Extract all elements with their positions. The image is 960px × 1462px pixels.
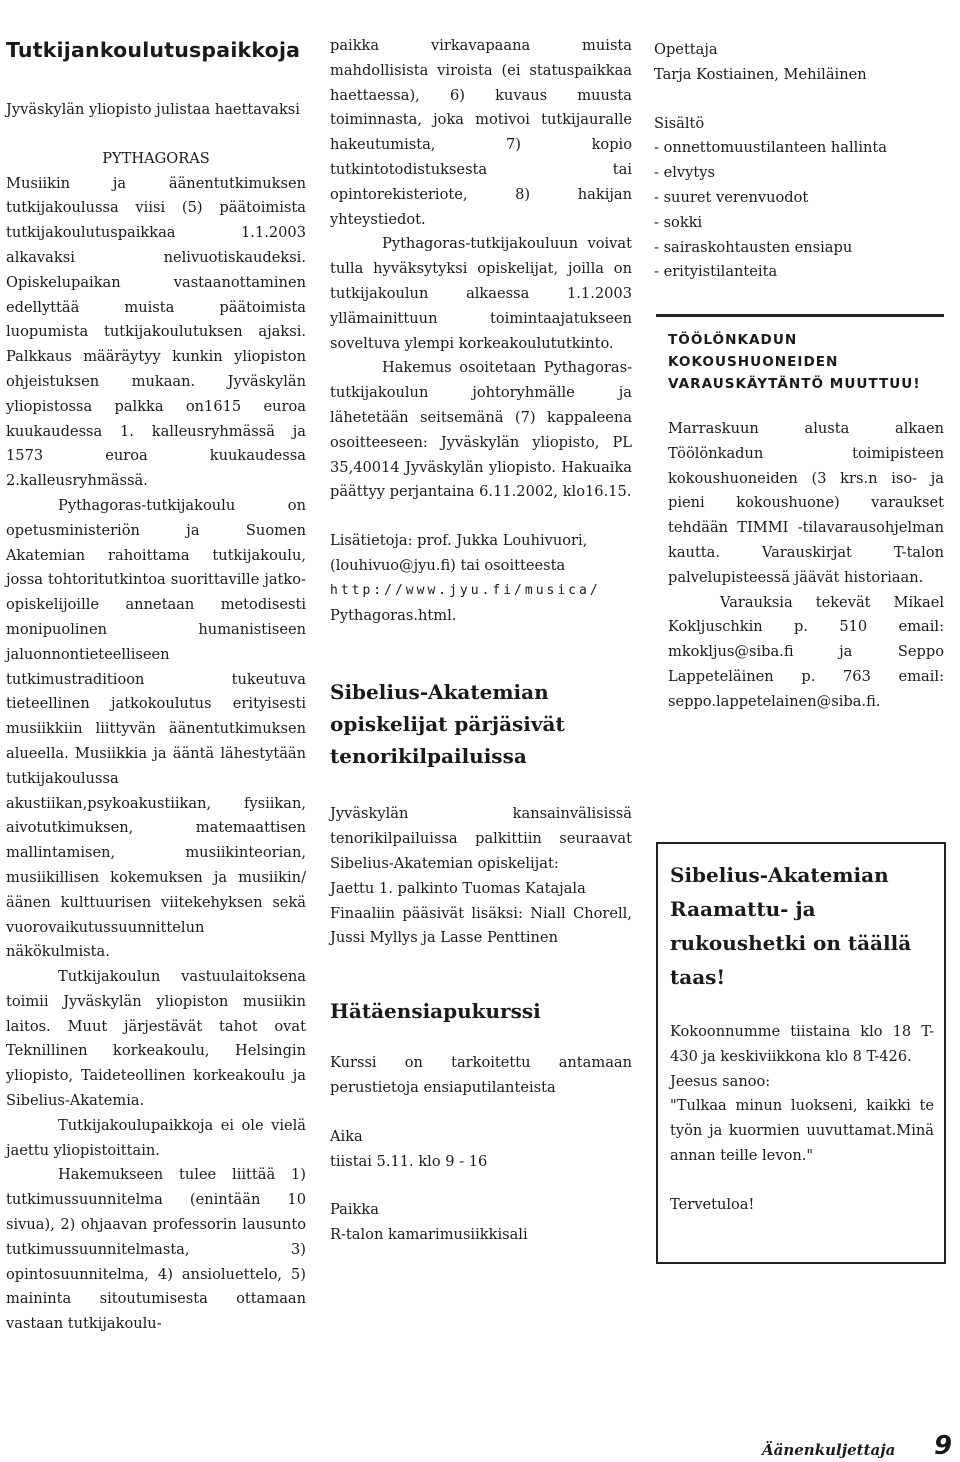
article-title-tutkijankoulutus: Tutkijankoulutuspaikkoja — [6, 38, 301, 62]
paragraph: Hakemus osoitetaan Pythagoras-tutkijakoulun johtoryhmälle ja lähetetään seitsemänä (7) kappaleena osoitteeseen: Jyväskylän yliopisto, PL 35,40014 Jyväskylän yliopisto. Hakuaika päättyy perjantaina 6.11.2002, klo16.15. — [330, 359, 632, 501]
time-value: tiistai 5.11. klo 9 - 16 — [330, 1152, 488, 1170]
paragraph: Musiikin ja äänentutkimuksen tutkijakoulussa viisi (5) päätoimista tutkijakoulutuspaikkaa 1.1.2003 alkavaksi nelivuotiskaudeksi. Opiskelupaikan vastaanottaminen edellyttää muista päätoimista luopumista tutkijakoulutuksen ajaksi. Palkkaus määräytyy kunkin yliopiston ohjeistuksen mukaan. Jyväskylän yliopistossa palkka on1615 euroa kuukaudessa 1. kalleusryhmässä ja 1573 euroa kuukaudessa 2.kalleusryhmässä. — [6, 174, 306, 490]
paragraph: Jeesus sanoo: — [670, 1072, 771, 1090]
list-item: - sairaskohtausten ensiapu — [654, 238, 853, 256]
list-item: - erityistilanteita — [654, 263, 778, 281]
quote: "Tulkaa minun luokseni, kaikki te työn ja kuormien uuvuttamat.Minä annan teille levon." — [670, 1097, 934, 1164]
teacher-value: Tarja Kostiainen, Mehiläinen — [654, 65, 867, 83]
paragraph: Finaaliin pääsivät lisäksi: Niall Chorell, Jussi Myllys ja Lasse Penttinen — [330, 904, 632, 947]
paragraph: Tutkijakoulupaikkoja ei ole vielä jaettu yliopistoittain. — [6, 1116, 306, 1159]
list-item: - sokki — [654, 213, 703, 231]
list-item: - suuret verenvuodot — [654, 188, 809, 206]
list-item: - onnettomuustilanteen hallinta — [654, 139, 887, 157]
intro-text: Jyväskylän yliopisto julistaa haettavaksi — [6, 101, 300, 118]
paragraph: Pythagoras-tutkijakouluun voivat tulla hyväksytyksi opiskelijat, joilla on tutkijakoulun alkaessa 1.1.2003 yllämainittuun toimintaajatukseen soveltuva ylempi korkeakoulututkinto. — [330, 235, 632, 352]
paragraph: Varauksia tekevät Mikael Kokljuschkin p. 510 email: mkokljus@siba.fi ja Seppo Lappeteläinen p. 763 email: seppo.lappetelainen@siba.fi. — [668, 593, 944, 710]
info-url[interactable]: http://www.jyu.fi/musica/ — [330, 582, 601, 598]
info-url-2[interactable]: Pythagoras.html. — [330, 606, 457, 624]
list-item: - elvytys — [654, 164, 715, 182]
notice-title: TÖÖLÖNKADUN KOKOUSHUONEIDEN VARAUSKÄYTÄNTÖ MUUTTUU! — [668, 332, 921, 392]
article-title-tenori: Sibelius-Akatemian opiskelijat pärjäsivät tenorikilpailuissa — [330, 680, 565, 769]
place-value: R-talon kamarimusiikkisali — [330, 1226, 528, 1244]
paragraph: Jaettu 1. palkinto Tuomas Katajala — [330, 879, 586, 897]
content-label: Sisältö — [654, 114, 705, 132]
teacher-label: Opettaja — [654, 41, 718, 58]
column-1 — [6, 0, 306, 1337]
info-text: Lisätietoja: prof. Jukka Louhivuori, (louhivuo@jyu.fi) tai osoitteesta — [330, 532, 588, 574]
page-number: 9 — [934, 1431, 953, 1461]
column-3 — [654, 0, 954, 285]
publication-name: Äänenkuljettaja — [762, 1441, 896, 1459]
paragraph: Jyväskylän kansainvälisissä tenorikilpailuissa palkittiin seuraavat Sibelius-Akatemian opiskelijat: — [330, 805, 632, 872]
notice-box-raamattu — [656, 842, 946, 1264]
paragraph: Pythagoras-tutkijakoulu on opetusministeriön ja Suomen Akatemian rahoittama tutkijakoulu, jossa tohtoritutkintoa suorittaville jatko-opiskelijoille annetaan metodisesti monipuolinen humanistiseen jaluonnontieteelliseen tutkimustraditioon tukeutuva tieteellinen jatkokoulutus erityisesti musiikkiin liittyvän äänentutkimuksen alueella. Musiikkia ja ääntä lähestytään tutkijakoulussa akustiikan,psykoakustiikan, fysiikan, aivotutkimuksen, matemaattisen mallintamisen, musiikinteorian, musiikillisen kokemuksen ja musiikin/äänen kulttuurisen viitekehyksen sekä vuorovaikutussuunnittelun näkökulmista. — [6, 496, 306, 961]
paragraph: paikka virkavapaana muista mahdollisista viroista (ei statuspaikkaa haettaessa), 6) kuvaus muusta toiminnasta, joka motivoi tutkijauralle hakeutumista, 7) kopio tutkintotodistuksesta tai opintorekisteriote, 8) hakijan yhteystiedot. — [330, 37, 632, 228]
paragraph: Kokoonnumme tiistaina klo 18 T-430 ja keskiviikkona klo 8 T-426. — [670, 1023, 934, 1065]
column-2 — [330, 0, 632, 1248]
place-label: Paikka — [330, 1201, 379, 1219]
paragraph: Kurssi on tarkoitettu antamaan perustietoja ensiaputilanteista — [330, 1054, 632, 1096]
time-label: Aika — [330, 1127, 363, 1145]
paragraph: Tutkijakoulun vastuulaitoksena toimii Jyväskylän yliopiston musiikin laitos. Muut järjestävät tahot ovat Teknillinen korkeakoulu, Helsingin yliopisto, Taideteollinen korkeakoulu ja Sibelius-Akatemia. — [6, 968, 306, 1110]
notice-title: Sibelius-Akatemian Raamattu- ja rukoushetki on täällä taas! — [670, 863, 912, 989]
paragraph: Tervetuloa! — [670, 1195, 755, 1213]
paragraph: Marraskuun alusta alkaen Töölönkadun toimipisteen kokoushuoneiden (3 krs.n iso- ja pieni kokoushuone) varaukset tehdään TIMMI -tilavarausohjelman kautta. Varauskirjat T-talon palvelupisteessä jäävät historiaan. — [668, 420, 944, 586]
notice-box-kokoushuoneet — [656, 314, 944, 783]
program-name: PYTHAGORAS — [102, 149, 210, 167]
paragraph: Hakemukseen tulee liittää 1) tutkimussuunnitelma (enintään 10 sivua), 2) ohjaavan professorin lausunto tutkimussuunnitelmasta, 3) opintosuunnitelma, 4) ansioluettelo, 5) maininta sitoutumisesta ottamaan vastaan tutkijakoulu- — [6, 1166, 306, 1333]
article-title-ensiapu: Hätäensiapukurssi — [330, 999, 541, 1024]
